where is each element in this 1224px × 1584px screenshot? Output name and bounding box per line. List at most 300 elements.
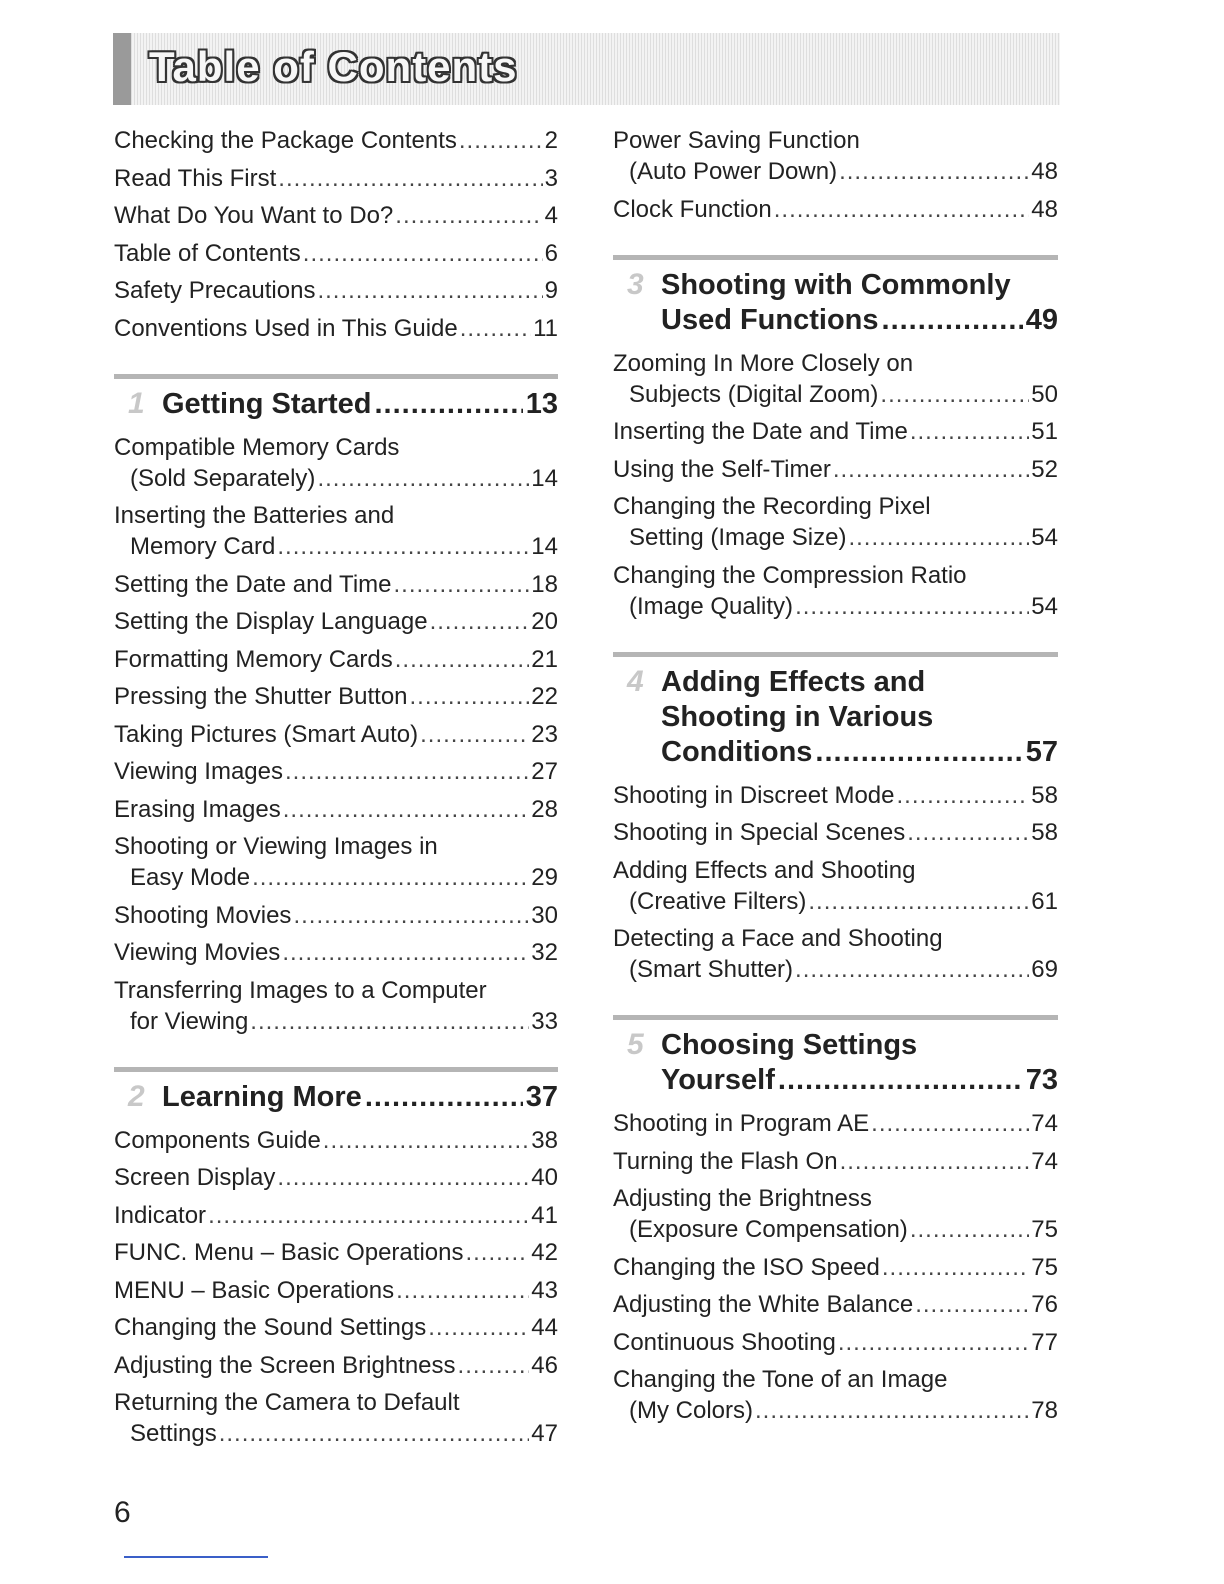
chapter-number: 5: [627, 1028, 644, 1061]
toc-entry-text: Read This First: [114, 164, 277, 192]
dot-leader: [896, 780, 1029, 811]
toc-entry-row: [114, 1387, 558, 1418]
toc-entry-page: 11: [533, 314, 558, 342]
chapter-title[interactable]: Choosing Settings: [661, 1029, 918, 1061]
toc-entry-text: Indicator: [114, 1201, 207, 1229]
toc-entry-row: [613, 379, 1058, 410]
dot-leader: [219, 1418, 530, 1449]
dot-leader: [840, 1146, 1030, 1177]
chapter-3-list: [613, 348, 1058, 622]
toc-entry-page: 75: [1031, 1253, 1058, 1281]
toc-entry-row: [613, 522, 1058, 553]
toc-entry-page: 74: [1031, 1147, 1058, 1175]
toc-entry-row: [114, 531, 558, 562]
toc-entry-text: Changing the Compression Ratio: [613, 561, 967, 589]
toc-entry-text: (Image Quality): [629, 592, 794, 620]
toc-entry-text: Shooting in Special Scenes: [613, 819, 906, 846]
toc-entry-row: [613, 1364, 1058, 1395]
toc-entry[interactable]: [613, 560, 1058, 622]
dot-leader: [460, 313, 531, 344]
toc-entry-row: [613, 1146, 1058, 1177]
dot-leader: [277, 1162, 529, 1193]
toc-entry[interactable]: [114, 1125, 558, 1156]
toc-entry-row: [613, 1252, 1058, 1283]
chapter-title-line: [613, 665, 1058, 700]
toc-entry-text: Subjects (Digital Zoom): [629, 380, 879, 408]
toc-entry-page: 74: [1031, 1110, 1058, 1137]
toc-entry-row: [613, 780, 1058, 811]
toc-entry-row: [114, 1350, 558, 1381]
toc-entry-row: [114, 500, 558, 531]
toc-entry-row: [114, 794, 558, 825]
dot-leader: [848, 522, 1029, 553]
dot-leader: [910, 416, 1029, 447]
toc-entry[interactable]: [613, 491, 1058, 553]
dot-leader: [430, 606, 530, 637]
toc-entry[interactable]: [114, 125, 558, 156]
chapter-1-heading: [114, 374, 558, 422]
toc-entry-page: 75: [1031, 1216, 1058, 1243]
toc-entry-row: [114, 937, 558, 968]
toc-entry[interactable]: [613, 348, 1058, 410]
toc-entry-page: 6: [544, 239, 558, 267]
toc-entry[interactable]: [613, 1183, 1058, 1245]
toc-entry[interactable]: [613, 1108, 1058, 1139]
toc-entry-row: [613, 1327, 1058, 1358]
toc-entry-page: 69: [1031, 956, 1058, 983]
toc-entry-text: What Do You Want to Do?: [114, 202, 394, 229]
chapter-title-line: [613, 735, 1058, 770]
chapter-5-heading: [613, 1015, 1058, 1098]
chapter-1-list: [114, 432, 558, 1037]
toc-entry-row: [613, 855, 1058, 886]
dot-leader: [317, 275, 542, 306]
dot-leader: [833, 454, 1029, 485]
chapter-2-heading: [114, 1067, 558, 1115]
dot-leader: [459, 125, 543, 156]
dot-leader: [428, 1312, 529, 1343]
toc-entry[interactable]: [114, 500, 558, 562]
toc-entry-text: Setting (Image Size): [629, 524, 847, 551]
toc-entry-text: FUNC. Menu – Basic Operations: [114, 1239, 464, 1266]
dot-leader: [252, 862, 529, 893]
toc-entry[interactable]: [613, 1364, 1058, 1426]
toc-entry[interactable]: [613, 454, 1058, 485]
dot-leader: [374, 387, 522, 422]
toc-entry-text: Power Saving Function: [613, 127, 860, 154]
toc-entry-page: 18: [531, 570, 558, 598]
toc-entry-row: [114, 463, 558, 494]
toc-entry-page: 43: [531, 1276, 558, 1304]
toc-entry-text: Using the Self-Timer: [613, 455, 831, 483]
chapter-title-line: [613, 1028, 1058, 1063]
dot-leader: [882, 1252, 1029, 1283]
toc-entry-row: [613, 194, 1058, 225]
toc-entry-row: [114, 163, 558, 194]
chapter-title[interactable]: Shooting in Various: [661, 700, 934, 733]
toc-entry-text: Pressing the Shutter Button: [114, 683, 408, 710]
toc-entry[interactable]: [114, 238, 558, 269]
dot-leader: [815, 735, 1022, 770]
toc-banner: [113, 33, 1060, 105]
chapter-title[interactable]: Yourself: [661, 1064, 775, 1096]
dot-leader: [465, 1237, 529, 1268]
toc-entry-row: [613, 817, 1058, 848]
toc-entry-text: Inserting the Date and Time: [613, 418, 908, 445]
dot-leader: [458, 1350, 530, 1381]
toc-entry-text: Detecting a Face and Shooting: [613, 925, 943, 952]
toc-entry[interactable]: [114, 313, 558, 344]
toc-entry-page: 51: [1031, 418, 1058, 445]
toc-entry-page: 38: [531, 1126, 558, 1154]
dot-leader: [317, 463, 529, 494]
toc-entry-page: 48: [1031, 195, 1058, 223]
dot-leader: [394, 569, 530, 600]
toc-entry-text: Setting the Display Language: [114, 608, 428, 635]
toc-entry-text: Adding Effects and Shooting: [613, 856, 916, 884]
toc-entry-row: [114, 569, 558, 600]
toc-entry-page: 29: [531, 864, 558, 891]
toc-entry-page: 54: [1031, 592, 1058, 620]
toc-entry-text: Checking the Package Contents: [114, 127, 457, 154]
toc-entry-text: Adjusting the Brightness: [613, 1185, 872, 1212]
dot-leader: [778, 1063, 1023, 1098]
toc-entry-text: Taking Pictures (Smart Auto): [114, 720, 419, 748]
toc-entry-text: Changing the Tone of an Image: [613, 1366, 948, 1393]
chapter-title[interactable]: Adding Effects and: [661, 665, 926, 698]
dot-leader: [250, 1006, 529, 1037]
toc-entry-text: Turning the Flash On: [613, 1147, 838, 1175]
toc-entry-row: [114, 1312, 558, 1343]
toc-entry[interactable]: [114, 1350, 558, 1381]
toc-entry[interactable]: [613, 1146, 1058, 1177]
toc-entry[interactable]: [613, 855, 1058, 917]
toc-entry-row: [613, 156, 1058, 187]
toc-entry-page: 2: [544, 127, 558, 154]
toc-entry-row: [114, 1237, 558, 1268]
toc-entry-text: Transferring Images to a Computer: [114, 976, 487, 1004]
toc-entry[interactable]: [114, 275, 558, 306]
dot-leader: [277, 531, 529, 562]
toc-entry-row: [613, 923, 1058, 954]
toc-entry-text: Shooting in Discreet Mode: [613, 781, 895, 809]
toc-entry[interactable]: [114, 975, 558, 1037]
toc-entry[interactable]: [114, 1312, 558, 1343]
chapter-page: 49: [1025, 303, 1058, 336]
toc-entry-page: 42: [531, 1239, 558, 1266]
chapter-title[interactable]: Used Functions: [661, 303, 879, 336]
dot-leader: [871, 1108, 1029, 1139]
toc-entry-page: 27: [531, 758, 558, 785]
toc-entry-row: [114, 1125, 558, 1156]
toc-entry[interactable]: [114, 1387, 558, 1449]
dot-leader: [285, 756, 529, 787]
toc-entry-text: Erasing Images: [114, 795, 281, 823]
toc-entry-row: [613, 1108, 1058, 1139]
toc-entry[interactable]: [114, 831, 558, 893]
toc-entry-text: Continuous Shooting: [613, 1328, 836, 1356]
chapter-2-list: [114, 1125, 558, 1450]
toc-entry-page: 20: [531, 608, 558, 635]
toc-entry-page: 32: [531, 939, 558, 966]
toc-entry-row: [114, 719, 558, 750]
toc-entry-row: [613, 1214, 1058, 1245]
toc-entry[interactable]: [613, 1289, 1058, 1320]
toc-entry-text: Changing the Sound Settings: [114, 1314, 427, 1341]
toc-entry-row: [114, 1006, 558, 1037]
toc-entry-row: [114, 681, 558, 712]
toc-entry-page: 58: [1031, 781, 1058, 809]
dot-leader: [323, 1125, 530, 1156]
toc-entry-row: [613, 454, 1058, 485]
toc-entry-page: 46: [531, 1351, 558, 1379]
toc-entry[interactable]: [114, 1200, 558, 1231]
toc-entry-text: for Viewing: [130, 1007, 249, 1035]
toc-entry-page: 78: [1031, 1397, 1058, 1424]
chapter-number: 4: [627, 664, 644, 698]
toc-entry-text: MENU – Basic Operations: [114, 1276, 395, 1304]
toc-entry[interactable]: [613, 194, 1058, 225]
toc-entry-page: 21: [531, 645, 558, 673]
toc-entry[interactable]: [114, 1237, 558, 1268]
toc-entry-row: [114, 1275, 558, 1306]
toc-entry-page: 58: [1031, 819, 1058, 846]
chapter-title-line: [613, 1063, 1058, 1098]
toc-entry-text: Settings: [130, 1420, 217, 1447]
toc-entry[interactable]: [613, 817, 1058, 848]
toc-entry-text: Conventions Used in This Guide: [114, 314, 458, 342]
dot-leader: [755, 1395, 1029, 1426]
toc-entry-text: (Auto Power Down): [629, 158, 838, 185]
toc-entry-row: [613, 1289, 1058, 1320]
toc-entry[interactable]: [114, 1162, 558, 1193]
toc-entry-row: [613, 491, 1058, 522]
toc-entry-text: Returning the Camera to Default: [114, 1389, 460, 1416]
toc-entry-text: Formatting Memory Cards: [114, 645, 393, 673]
dot-leader: [283, 794, 530, 825]
toc-entry-row: [114, 275, 558, 306]
right-column: [613, 125, 1058, 1433]
dot-leader: [808, 886, 1029, 917]
toc-entry-row: [114, 1418, 558, 1449]
chapter-4-list: [613, 780, 1058, 986]
toc-entry-row: [613, 348, 1058, 379]
dot-leader: [395, 644, 530, 675]
toc-entry-text: Viewing Movies: [114, 939, 281, 966]
chapter-title-line: [613, 700, 1058, 735]
chapter-page: 37: [525, 1080, 558, 1113]
toc-entry-text: Safety Precautions: [114, 277, 316, 304]
toc-entry-text: Clock Function: [613, 195, 772, 223]
dot-leader: [910, 1214, 1029, 1245]
chapter-number: 1: [128, 386, 145, 420]
front-matter-list: [114, 125, 558, 344]
toc-entry-text: Shooting in Program AE: [613, 1110, 870, 1137]
toc-entry-page: 23: [531, 720, 558, 748]
dot-leader: [293, 900, 529, 931]
toc-entry[interactable]: [613, 125, 1058, 187]
front-matter-list-right: [613, 125, 1058, 225]
toc-entry-row: [114, 756, 558, 787]
dot-leader: [278, 163, 542, 194]
toc-entry-page: 22: [531, 683, 558, 710]
dot-leader: [795, 954, 1029, 985]
toc-entry[interactable]: [613, 1327, 1058, 1358]
toc-entry-page: 61: [1031, 887, 1058, 915]
toc-entry-row: [114, 1200, 558, 1231]
toc-entry-text: Table of Contents: [114, 239, 301, 267]
toc-entry[interactable]: [613, 1252, 1058, 1283]
toc-entry-text: Screen Display: [114, 1164, 276, 1191]
dot-leader: [882, 303, 1023, 338]
toc-entry-row: [114, 862, 558, 893]
dot-leader: [420, 719, 529, 750]
dot-leader: [410, 681, 530, 712]
dot-leader: [774, 194, 1030, 225]
toc-entry-page: 40: [531, 1164, 558, 1191]
toc-entry-text: (My Colors): [629, 1397, 753, 1424]
toc-entry-page: 9: [544, 277, 558, 304]
toc-entry-page: 41: [531, 1201, 558, 1229]
toc-entry-row: [114, 432, 558, 463]
toc-entry[interactable]: [114, 719, 558, 750]
toc-entry-text: Components Guide: [114, 1126, 321, 1154]
toc-entry-row: [613, 886, 1058, 917]
dot-leader: [396, 1275, 529, 1306]
toc-entry-text: Compatible Memory Cards: [114, 433, 400, 461]
toc-entry-page: 52: [1031, 455, 1058, 483]
toc-entry[interactable]: [114, 163, 558, 194]
toc-entry-row: [114, 644, 558, 675]
dot-leader: [395, 200, 542, 231]
toc-entry-text: Memory Card: [130, 533, 276, 560]
chapter-4-heading: [613, 652, 1058, 770]
toc-entry-text: Adjusting the White Balance: [613, 1291, 914, 1318]
toc-entry-text: Inserting the Batteries and: [114, 502, 395, 529]
toc-entry-text: Changing the Recording Pixel: [613, 493, 931, 520]
chapter-title[interactable]: Learning More: [162, 1080, 362, 1113]
chapter-number: 3: [627, 267, 644, 301]
footer-rule: [124, 1556, 268, 1558]
toc-entry-row: [114, 125, 558, 156]
toc-entry-page: 77: [1031, 1328, 1058, 1356]
toc-entry-row: [114, 606, 558, 637]
toc-entry-text: Shooting Movies: [114, 901, 292, 929]
toc-entry-row: [613, 416, 1058, 447]
toc-entry[interactable]: [114, 756, 558, 787]
toc-entry[interactable]: [114, 900, 558, 931]
toc-entry[interactable]: [114, 681, 558, 712]
chapter-page: 13: [525, 387, 558, 420]
left-column: [114, 125, 558, 1456]
toc-entry[interactable]: [114, 606, 558, 637]
toc-entry[interactable]: [613, 780, 1058, 811]
dot-leader: [839, 156, 1029, 187]
toc-entry-page: 76: [1031, 1291, 1058, 1318]
toc-entry-text: Shooting or Viewing Images in: [114, 833, 438, 860]
toc-entry-row: [114, 200, 558, 231]
toc-entry-row: [114, 313, 558, 344]
toc-entry-row: [613, 954, 1058, 985]
toc-entry-row: [114, 975, 558, 1006]
toc-entry-page: 28: [531, 795, 558, 823]
toc-entry-text: Zooming In More Closely on: [613, 349, 914, 377]
toc-entry-page: 30: [531, 901, 558, 929]
toc-entry-page: 54: [1031, 524, 1058, 551]
toc-entry-page: 4: [544, 202, 558, 229]
toc-entry-row: [613, 125, 1058, 156]
toc-entry[interactable]: [114, 569, 558, 600]
toc-entry-text: (Creative Filters): [629, 887, 807, 915]
toc-entry-row: [114, 1162, 558, 1193]
dot-leader: [365, 1080, 523, 1115]
dot-leader: [282, 937, 529, 968]
toc-entry-page: 50: [1031, 380, 1058, 408]
toc-entry-row: [613, 1183, 1058, 1214]
toc-entry-row: [114, 831, 558, 862]
chapter-title[interactable]: Shooting with Commonly: [661, 268, 1011, 301]
toc-entry-text: Setting the Date and Time: [114, 570, 392, 598]
toc-entry-page: 47: [531, 1420, 558, 1447]
chapter-3-heading: [613, 255, 1058, 338]
toc-entry-text: (Exposure Compensation): [629, 1216, 908, 1243]
page-number: 6: [114, 1496, 131, 1529]
toc-entry[interactable]: [114, 432, 558, 494]
toc-entry[interactable]: [613, 416, 1058, 447]
chapter-title[interactable]: Conditions: [661, 735, 813, 768]
dot-leader: [208, 1200, 529, 1231]
toc-entry-row: [613, 1395, 1058, 1426]
toc-entry-page: 33: [531, 1007, 558, 1035]
toc-entry-text: Easy Mode: [130, 864, 251, 891]
toc-entry-row: [613, 560, 1058, 591]
toc-entry-row: [613, 591, 1058, 622]
chapter-title-line: [613, 268, 1058, 303]
chapter-page: 73: [1025, 1064, 1058, 1096]
toc-entry-page: 14: [531, 533, 558, 560]
toc-entry-text: (Sold Separately): [130, 464, 316, 492]
toc-entry[interactable]: [114, 794, 558, 825]
chapter-5-list: [613, 1108, 1058, 1426]
toc-entry-page: 14: [531, 464, 558, 492]
dot-leader: [915, 1289, 1029, 1320]
toc-entry-row: [114, 238, 558, 269]
dot-leader: [880, 379, 1029, 410]
chapter-title-line: [613, 303, 1058, 338]
toc-entry-text: Viewing Images: [114, 758, 283, 785]
toc-entry[interactable]: [114, 200, 558, 231]
toc-entry-page: 48: [1031, 158, 1058, 185]
dot-leader: [907, 817, 1029, 848]
toc-entry-page: 3: [544, 164, 558, 192]
toc-entry[interactable]: [114, 644, 558, 675]
toc-entry-text: Changing the ISO Speed: [613, 1253, 880, 1281]
toc-entry[interactable]: [613, 923, 1058, 985]
page-title: Table of Contents: [149, 43, 518, 90]
dot-leader: [303, 238, 543, 269]
toc-entry-text: Adjusting the Screen Brightness: [114, 1351, 456, 1379]
dot-leader: [838, 1327, 1029, 1358]
toc-entry-text: (Smart Shutter): [629, 956, 794, 983]
toc-entry-row: [114, 900, 558, 931]
chapter-number: 2: [128, 1079, 145, 1113]
toc-entry-page: 44: [531, 1314, 558, 1341]
chapter-title[interactable]: Getting Started: [162, 387, 372, 420]
toc-entry[interactable]: [114, 937, 558, 968]
dot-leader: [795, 591, 1029, 622]
chapter-page: 57: [1025, 735, 1058, 768]
toc-entry[interactable]: [114, 1275, 558, 1306]
